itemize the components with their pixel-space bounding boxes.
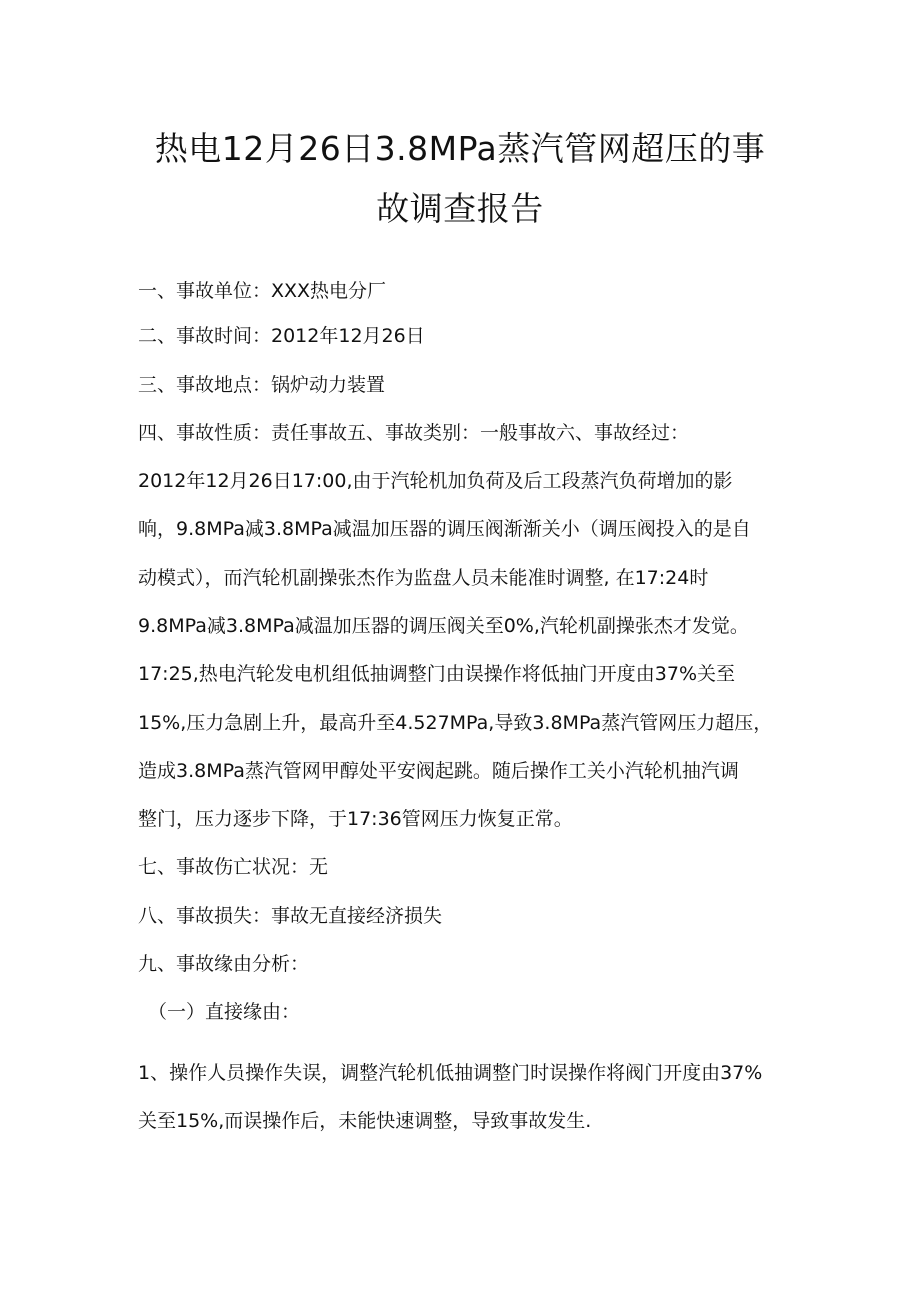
paragraph-line: 17:25,热电汽轮发电机组低抽调整门由误操作将低抽门开度由37%关至 [138,663,736,685]
section-accident-time: 二、事故时间：2012年12月26日 [138,325,425,347]
section-casualties: 七、事故伤亡状况：无 [138,856,329,878]
paragraph-line: 动模式），而汽轮机副操张杰作为监盘人员未能准时调整, 在17:24时 [138,567,709,589]
paragraph-line: 1、操作人员操作失误，调整汽轮机低抽调整门时误操作将阀门开度由37% [138,1062,763,1084]
paragraph-line: 9.8MPa减3.8MPa减温加压器的调压阀关至0%,汽轮机副操张杰才发觉。 [138,615,749,637]
paragraph-line: 响，9.8MPa减3.8MPa减温加压器的调压阀渐渐关小（调压阀投入的是自 [138,518,751,540]
paragraph-line: 关至15%,而误操作后，未能快速调整，导致事故发生. [138,1110,592,1132]
paragraph-line: 2012年12月26日17:00,由于汽轮机加负荷及后工段蒸汽负荷增加的影 [138,470,733,492]
section-accident-location: 三、事故地点：锅炉动力装置 [138,374,386,396]
section-cause-analysis: 九、事故缘由分析： [138,953,310,975]
section-accident-unit: 一、事故单位：XXX热电分厂 [138,280,387,302]
paragraph-line: 造成3.8MPa蒸汽管网甲醇处平安阀起跳。随后操作工关小汽轮机抽汽调 [138,760,739,782]
section-losses: 八、事故损失：事故无直接经济损失 [138,905,443,927]
report-title-line-1: 热电12月26日3.8MPa蒸汽管网超压的事 [154,129,766,168]
paragraph-line: 整门，压力逐步下降，于17:36管网压力恢复正常。 [138,808,573,830]
report-title-line-2: 故调查报告 [376,189,544,228]
paragraph-line: 15%,压力急剧上升，最高升至4.527MPa,导致3.8MPa蒸汽管网压力超压， [138,712,773,734]
section-accident-nature: 四、事故性质：责任事故五、事故类别：一般事故六、事故经过： [138,422,690,444]
subsection-direct-cause: （一）直接缘由： [148,1001,301,1023]
